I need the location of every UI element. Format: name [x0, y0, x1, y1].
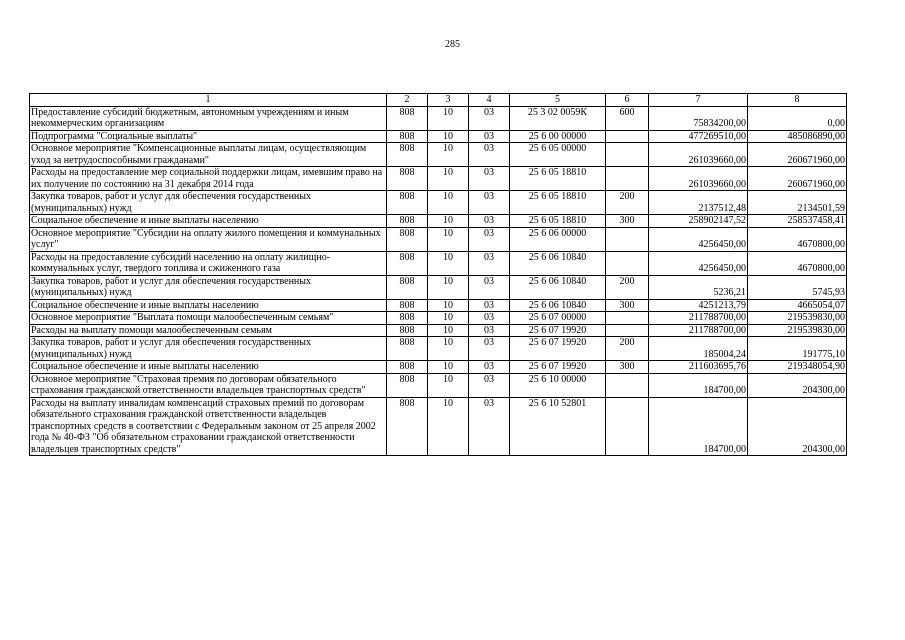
target-article-cell: 25 6 06 00000: [510, 227, 606, 251]
target-article-cell: 25 6 06 10840: [510, 275, 606, 299]
table-row: [30, 275, 847, 299]
target-article-cell: 25 6 07 19920: [510, 337, 606, 361]
admin-code-cell: 808: [387, 191, 428, 215]
subsection-cell: 03: [469, 299, 510, 312]
expense-type-cell: [606, 251, 649, 275]
section-cell: 10: [428, 227, 469, 251]
amount-year1-cell: 258902147,52: [649, 215, 748, 228]
table-row: [30, 312, 847, 325]
row-name-cell: Закупка товаров, работ и услуг для обеспечения государственных (муниципальных) нужд: [30, 275, 387, 299]
target-article-cell: 25 6 00 00000: [510, 130, 606, 143]
table-row: [30, 215, 847, 228]
section-cell: 10: [428, 299, 469, 312]
section-cell: 10: [428, 215, 469, 228]
amount-year2-cell: 260671960,00: [748, 143, 847, 167]
amount-year2-cell: 0,00: [748, 106, 847, 130]
target-article-cell: 25 6 06 10840: [510, 299, 606, 312]
target-article-cell: 25 6 05 18810: [510, 167, 606, 191]
subsection-cell: 03: [469, 143, 510, 167]
expense-type-cell: [606, 130, 649, 143]
expense-type-cell: 300: [606, 215, 649, 228]
row-name-cell: Закупка товаров, работ и услуг для обеспечения государственных (муниципальных) нужд: [30, 337, 387, 361]
amount-year2-cell: 4670800,00: [748, 227, 847, 251]
subsection-cell: 03: [469, 106, 510, 130]
subsection-cell: 03: [469, 251, 510, 275]
section-cell: 10: [428, 167, 469, 191]
target-article-cell: 25 3 02 0059К: [510, 106, 606, 130]
target-article-cell: 25 6 05 00000: [510, 143, 606, 167]
amount-year1-cell: 2137512,48: [649, 191, 748, 215]
target-article-cell: 25 6 06 10840: [510, 251, 606, 275]
row-name-cell: Предоставление субсидий бюджетным, автономным учреждениям и иным некоммерческим организациям: [30, 106, 387, 130]
column-header: 6: [606, 94, 649, 107]
section-cell: 10: [428, 361, 469, 374]
subsection-cell: 03: [469, 130, 510, 143]
amount-year1-cell: 211788700,00: [649, 324, 748, 337]
row-name-cell: Основное мероприятие "Страховая премия по договорам обязательного страхования гражданской ответственности владельцев транспортных средств": [30, 373, 387, 397]
table-row: [30, 191, 847, 215]
expense-type-cell: 300: [606, 299, 649, 312]
amount-year2-cell: 219539830,00: [748, 312, 847, 325]
subsection-cell: 03: [469, 361, 510, 374]
section-cell: 10: [428, 251, 469, 275]
admin-code-cell: 808: [387, 227, 428, 251]
amount-year1-cell: 4256450,00: [649, 227, 748, 251]
table-row: [30, 324, 847, 337]
column-header: 7: [649, 94, 748, 107]
amount-year1-cell: 4251213,79: [649, 299, 748, 312]
subsection-cell: 03: [469, 215, 510, 228]
amount-year1-cell: 261039660,00: [649, 143, 748, 167]
section-cell: 10: [428, 130, 469, 143]
section-cell: 10: [428, 337, 469, 361]
expense-type-cell: [606, 227, 649, 251]
amount-year2-cell: 4665054,07: [748, 299, 847, 312]
amount-year2-cell: 485086890,00: [748, 130, 847, 143]
subsection-cell: 03: [469, 397, 510, 456]
admin-code-cell: 808: [387, 275, 428, 299]
expense-type-cell: 300: [606, 361, 649, 374]
amount-year1-cell: 184700,00: [649, 397, 748, 456]
table-row: [30, 106, 847, 130]
section-cell: 10: [428, 397, 469, 456]
table-row: [30, 143, 847, 167]
subsection-cell: 03: [469, 373, 510, 397]
target-article-cell: 25 6 05 18810: [510, 191, 606, 215]
admin-code-cell: 808: [387, 312, 428, 325]
expense-type-cell: 200: [606, 337, 649, 361]
amount-year2-cell: 191775,10: [748, 337, 847, 361]
row-name-cell: Социальное обеспечение и иные выплаты населению: [30, 299, 387, 312]
header-row: [30, 94, 847, 107]
table-row: [30, 130, 847, 143]
table-row: [30, 397, 847, 456]
target-article-cell: 25 6 07 00000: [510, 312, 606, 325]
table-row: [30, 361, 847, 374]
admin-code-cell: 808: [387, 130, 428, 143]
subsection-cell: 03: [469, 324, 510, 337]
row-name-cell: Расходы на предоставление мер социальной поддержки лицам, имевшим право на их получение по состоянию на 31 декабря 2014 года: [30, 167, 387, 191]
expense-type-cell: [606, 373, 649, 397]
target-article-cell: 25 6 07 19920: [510, 361, 606, 374]
admin-code-cell: 808: [387, 373, 428, 397]
admin-code-cell: 808: [387, 167, 428, 191]
expense-type-cell: [606, 143, 649, 167]
admin-code-cell: 808: [387, 251, 428, 275]
amount-year2-cell: 258537458,41: [748, 215, 847, 228]
subsection-cell: 03: [469, 337, 510, 361]
amount-year2-cell: 204300,00: [748, 397, 847, 456]
amount-year2-cell: 5745,93: [748, 275, 847, 299]
amount-year2-cell: 204300,00: [748, 373, 847, 397]
admin-code-cell: 808: [387, 337, 428, 361]
amount-year2-cell: 219348054,90: [748, 361, 847, 374]
target-article-cell: 25 6 10 00000: [510, 373, 606, 397]
amount-year1-cell: 75834200,00: [649, 106, 748, 130]
expense-type-cell: [606, 397, 649, 456]
subsection-cell: 03: [469, 312, 510, 325]
row-name-cell: Расходы на предоставление субсидий населению на оплату жилищно-коммунальных услуг, твердого топлива и сжиженного газа: [30, 251, 387, 275]
target-article-cell: 25 6 05 18810: [510, 215, 606, 228]
admin-code-cell: 808: [387, 397, 428, 456]
expense-type-cell: 200: [606, 191, 649, 215]
row-name-cell: Основное мероприятие "Выплата помощи малообеспеченным семьям": [30, 312, 387, 325]
row-name-cell: Расходы на выплату инвалидам компенсаций страховых премий по договорам обязательного страхования гражданской ответственности владельцев транспортных средств в соответствии с Федеральным законом от 25 апреля 2002 года № 40-ФЗ "Об обязательном страховании гражданской ответственности владельцев транспортных средств": [30, 397, 387, 456]
amount-year2-cell: 260671960,00: [748, 167, 847, 191]
subsection-cell: 03: [469, 167, 510, 191]
amount-year1-cell: 211788700,00: [649, 312, 748, 325]
section-cell: 10: [428, 324, 469, 337]
subsection-cell: 03: [469, 227, 510, 251]
amount-year2-cell: 4670800,00: [748, 251, 847, 275]
section-cell: 10: [428, 143, 469, 167]
section-cell: 10: [428, 275, 469, 299]
table-row: [30, 251, 847, 275]
expense-type-cell: [606, 167, 649, 191]
target-article-cell: 25 6 07 19920: [510, 324, 606, 337]
column-header: 5: [510, 94, 606, 107]
budget-table: [29, 93, 847, 456]
admin-code-cell: 808: [387, 143, 428, 167]
subsection-cell: 03: [469, 275, 510, 299]
expense-type-cell: 600: [606, 106, 649, 130]
target-article-cell: 25 6 10 52801: [510, 397, 606, 456]
admin-code-cell: 808: [387, 215, 428, 228]
row-name-cell: Основное мероприятие "Субсидии на оплату жилого помещения и коммунальных услуг": [30, 227, 387, 251]
amount-year1-cell: 211603695,76: [649, 361, 748, 374]
amount-year1-cell: 185004,24: [649, 337, 748, 361]
admin-code-cell: 808: [387, 324, 428, 337]
row-name-cell: Основное мероприятие "Компенсационные выплаты лицам, осуществляющим уход за нетрудоспособными гражданами": [30, 143, 387, 167]
amount-year2-cell: 2134501,59: [748, 191, 847, 215]
column-header: 2: [387, 94, 428, 107]
row-name-cell: Социальное обеспечение и иные выплаты населению: [30, 215, 387, 228]
row-name-cell: Закупка товаров, работ и услуг для обеспечения государственных (муниципальных) нужд: [30, 191, 387, 215]
expense-type-cell: 200: [606, 275, 649, 299]
admin-code-cell: 808: [387, 361, 428, 374]
column-header: 1: [30, 94, 387, 107]
row-name-cell: Подпрограмма "Социальные выплаты": [30, 130, 387, 143]
section-cell: 10: [428, 312, 469, 325]
amount-year1-cell: 184700,00: [649, 373, 748, 397]
row-name-cell: Социальное обеспечение и иные выплаты населению: [30, 361, 387, 374]
section-cell: 10: [428, 106, 469, 130]
table-row: [30, 167, 847, 191]
table-row: [30, 299, 847, 312]
amount-year2-cell: 219539830,00: [748, 324, 847, 337]
amount-year1-cell: 261039660,00: [649, 167, 748, 191]
column-header: 4: [469, 94, 510, 107]
amount-year1-cell: 477269510,00: [649, 130, 748, 143]
amount-year1-cell: 5236,21: [649, 275, 748, 299]
amount-year1-cell: 4256450,00: [649, 251, 748, 275]
page-number: 285: [445, 39, 460, 50]
admin-code-cell: 808: [387, 299, 428, 312]
subsection-cell: 03: [469, 191, 510, 215]
column-header: 3: [428, 94, 469, 107]
table-row: [30, 337, 847, 361]
column-header: 8: [748, 94, 847, 107]
section-cell: 10: [428, 373, 469, 397]
section-cell: 10: [428, 191, 469, 215]
admin-code-cell: 808: [387, 106, 428, 130]
expense-type-cell: [606, 324, 649, 337]
row-name-cell: Расходы на выплату помощи малообеспеченным семьям: [30, 324, 387, 337]
table-row: [30, 227, 847, 251]
table-row: [30, 373, 847, 397]
expense-type-cell: [606, 312, 649, 325]
